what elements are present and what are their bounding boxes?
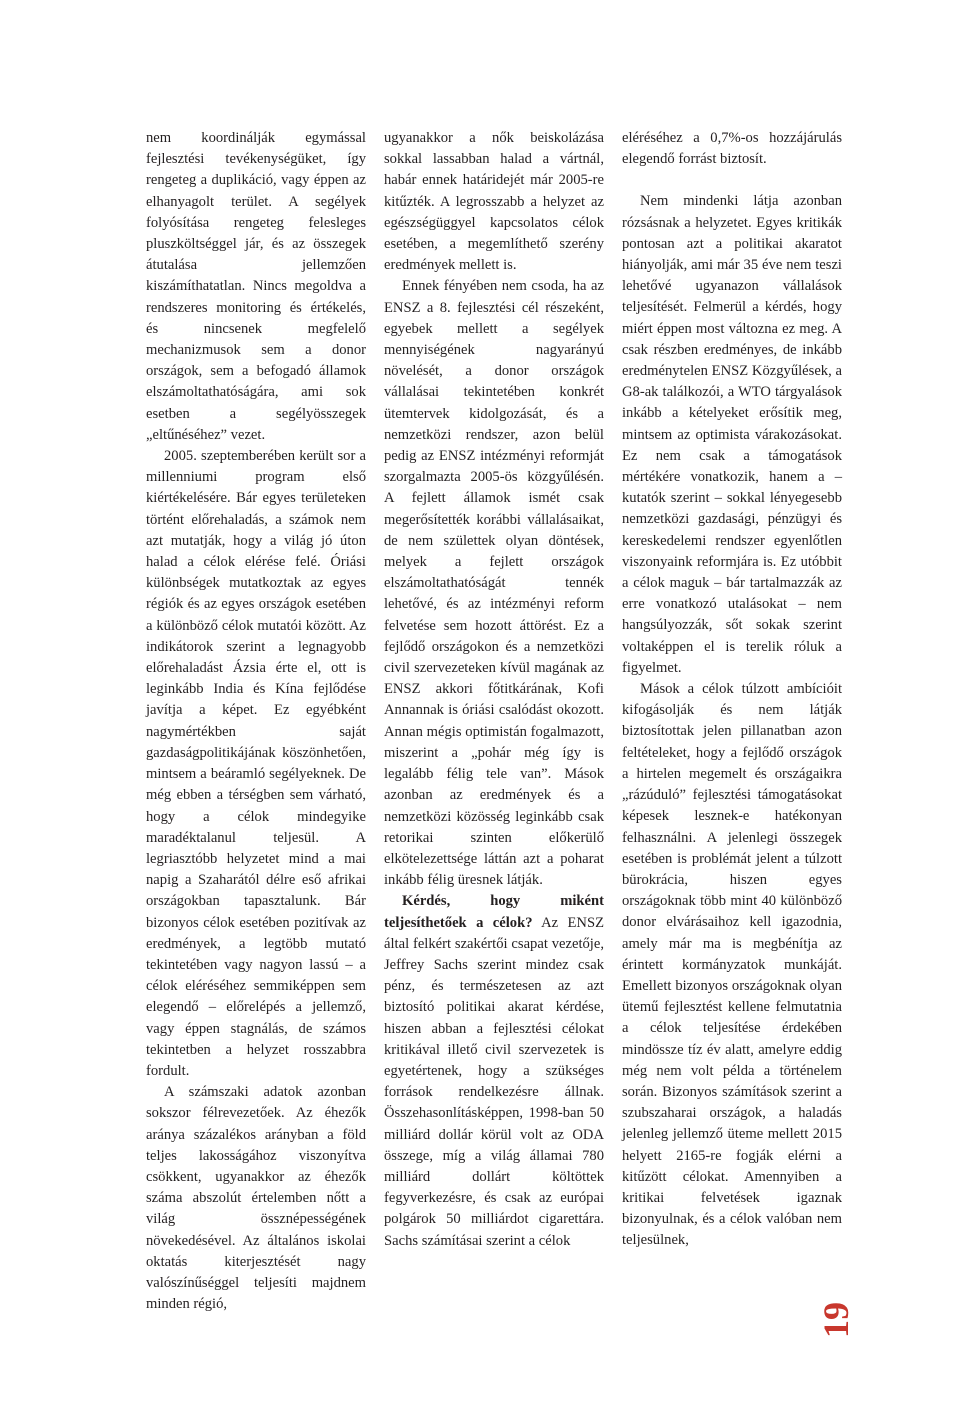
paragraph: nem koordinálják egymással fejlesztési tevékenységüket, így rengeteg a duplikáció, vagy éppen az elhanyagolt terület. A segélyek folyósítása rengeteg felesleges pluszköltséggel jár, és az összegek átutalása jellemzően kiszámíthatatlan. Nincs megoldva a rendszeres monitoring és értékelés, és nincsenek megfelelő mechanizmusok sem a donor országok, sem a befogadó államok elszámoltathatóságára, ami sok esetben a segélyösszegek „eltűnéséhez” vezet.: [146, 130, 366, 443]
paragraph: Ennek fényében nem csoda, ha az ENSZ a 8. fejlesztési cél részeként, egyebek mellett a segélyek mennyiségének nagyarányú növelését, a donor országok vállalásai tekintetében konkrét ütemtervek kidolgozását, és a nemzetközi rendszer, azon belül pedig az ENSZ intézményi reformját szorgalmazta 2005-ös közgyűlésén. A fejlett államok ismét csak megerősítették korábbi vállalásaikat, de nem születtek olyan döntések, melyek a fejlett országok elszámoltathatóságát tennék lehetővé, és az intézményi reform felvetése sem hozott áttörést. Ez a fejlődő országokon és a nemzetközi civil szervezeteken kívül magának az ENSZ akkori főtitkárának, Kofi Annannak is óriási csalódást okozott. Annan mégis optimistán fogalmazott, miszerint a „pohár még így is legalább félig tele van”. Mások azonban az eredmények és a nemzetközi közösség leginkább csak retorikai szinten előkerülő elkötelezettsége láttán azt a poharat inkább félig üresnek látják.: [384, 278, 604, 889]
paragraph: A számszaki adatok azonban sokszor félrevezetőek. Az éhezők aránya százalékos arányban a föld teljes lakosságához viszonyítva csökkent, ugyanakkor az éhezők száma abszolút értelemben nőtt a világ össznépességének növekedésével. Az általános iskolai oktatás kiterjesztését nagy valószínűséggel teljesíti majdnem minden régió,: [146, 1084, 366, 1313]
text-column-2: [384, 128, 604, 1252]
paragraph-text: Az ENSZ által felkért szakértői csapat vezetője, Jeffrey Sachs szerint mindez csak pénz, és természetesen az azt biztosító politikai akarat kérdése, hiszen abban a fejlesztési célokat kritikával illető civil szervezetek is egyetértenek, hogy a szükséges források rendelkezésre állnak. Összehasonlításképpen, 1998-ban 50 milliárd dollár körül volt az ODA összege, míg a világ államai 780 milliárd dollárt költöttek fegyverkezésre, és csak az európai polgárok 50 milliárdot cigarettára. Sachs számításai szerint a célok: [384, 914, 605, 1249]
paragraph: Nem mindenki látja azonban rózsásnak a helyzetet. Egyes kritikák pontosan azt a politikai akaratot hiányolják, ami már 35 éve nem teszi lehetővé ugyanazon vállalások teljesítését. Felmerül a kérdés, hogy miért éppen most változna ez meg. A csak részben eredményes, de inkább eredménytelen ENSZ Közgyűlések, a G8-ak találkozói, a WTO tárgyalások inkább a kételyeket erősítik meg, mintsem az optimista várakozásokat. Ez nem csak a támogatások mértékére vonatkozik, hanem a – kutatók szerint – sokkal lényegesebb nemzetközi gazdasági, pénzügyi és kereskedelemi rendszer egyenlőtlen viszonyaink reformjára is. Ez utóbbit a célok maguk – bár tartalmazzák az erre vonatkozó utalásokat – nem hangsúlyozzák, sőt sokak szerint voltaképpen el is terelik róluk a figyelmet.: [622, 193, 842, 676]
paragraph: eléréséhez a 0,7%-os hozzájárulás elegendő forrást biztosít.: [622, 130, 842, 168]
paragraph: 2005. szeptemberében került sor a millenniumi program első kiértékelésére. Bár egyes területeken történt előrehaladás, a számok nem azt mutatják, hogy a világ jó úton halad a célok elérése felé. Óriási különbségek mutatkoztak az egyes régiók és az egyes országok esetében a különböző célok mutatói között. Az indikátorok szerint a legnagyobb előrehaladást Ázsia érte el, ott is leginkább India és Kína fejlődése javítja a képet. Ez egyébként nagymértékben saját gazdaságpolitikájának köszönhetően, mintsem a beáramló segélyeknek. De még ebben a térségben sem várható, hogy a célok mindegyike maradéktalanul teljesül. A legriasztóbb helyzetet mind a mai napig a Szaharától délre eső afrikai országokban tapasztalunk. Bár bizonyos célok esetében pozitívak az eredmények, a legtöbb mutató tekintetében vagy nagyon lassú – a célok eléréséhez semmiképpen sem elegendő – előrelépés a jellemző, vagy éppen stagnálás, de számos tekintetben a helyzet rosszabbra fordult.: [146, 448, 366, 1079]
paragraph: Mások a célok túlzott ambícióit kifogásolják és nem látják biztosítottak jelen pillanatban azon feltételeket, hogy a fejlődő országok a hirtelen megemelt és országaikra „rázúduló” fejlesztési támogatásokat képesek lesznek-e hatékonyan felhasználni. A jelenlegi összegek esetében is problémát jelent a túlzott bürokrácia, hiszen egyes országoknak több mint 40 különböző donor elvárásaihoz kell igazodnia, amely már ma is megbénítja az érintett kormányzatok munkáját. Emellett bizonyos országoknak olyan ütemű fejlesztést kellene felmutatnia a célok teljesítése érdekében mindössze tíz év alatt, amelyre eddig még nem volt példa a történelem során. Bizonyos számítások szerint a szubszaharai országok, a haladás jelenleg jellemző üteme mellett 2015 helyett 2165-re fogják elérni a kitűzött célokat. Amennyiben a kritikai felvetések igaznak bizonyulnak, és a célok valóban nem teljesülnek,: [622, 681, 842, 1249]
paragraph: ugyanakkor a nők beiskolázása sokkal lassabban halad a vártnál, habár ennek határidejét már 2005-re kitűzték. A legrosszabb a helyzet az egészségüggyel kapcsolatos célok esetében, a megemlíthető szerény eredmények mellett is.: [384, 130, 604, 274]
page-number: 19: [816, 1302, 856, 1338]
inline-heading: Kérdés, hogy miként teljesíthetőek a célok?: [384, 893, 604, 931]
text-column-1: [146, 128, 366, 1315]
text-column-3: [622, 128, 842, 1252]
paragraph: [384, 891, 604, 1251]
